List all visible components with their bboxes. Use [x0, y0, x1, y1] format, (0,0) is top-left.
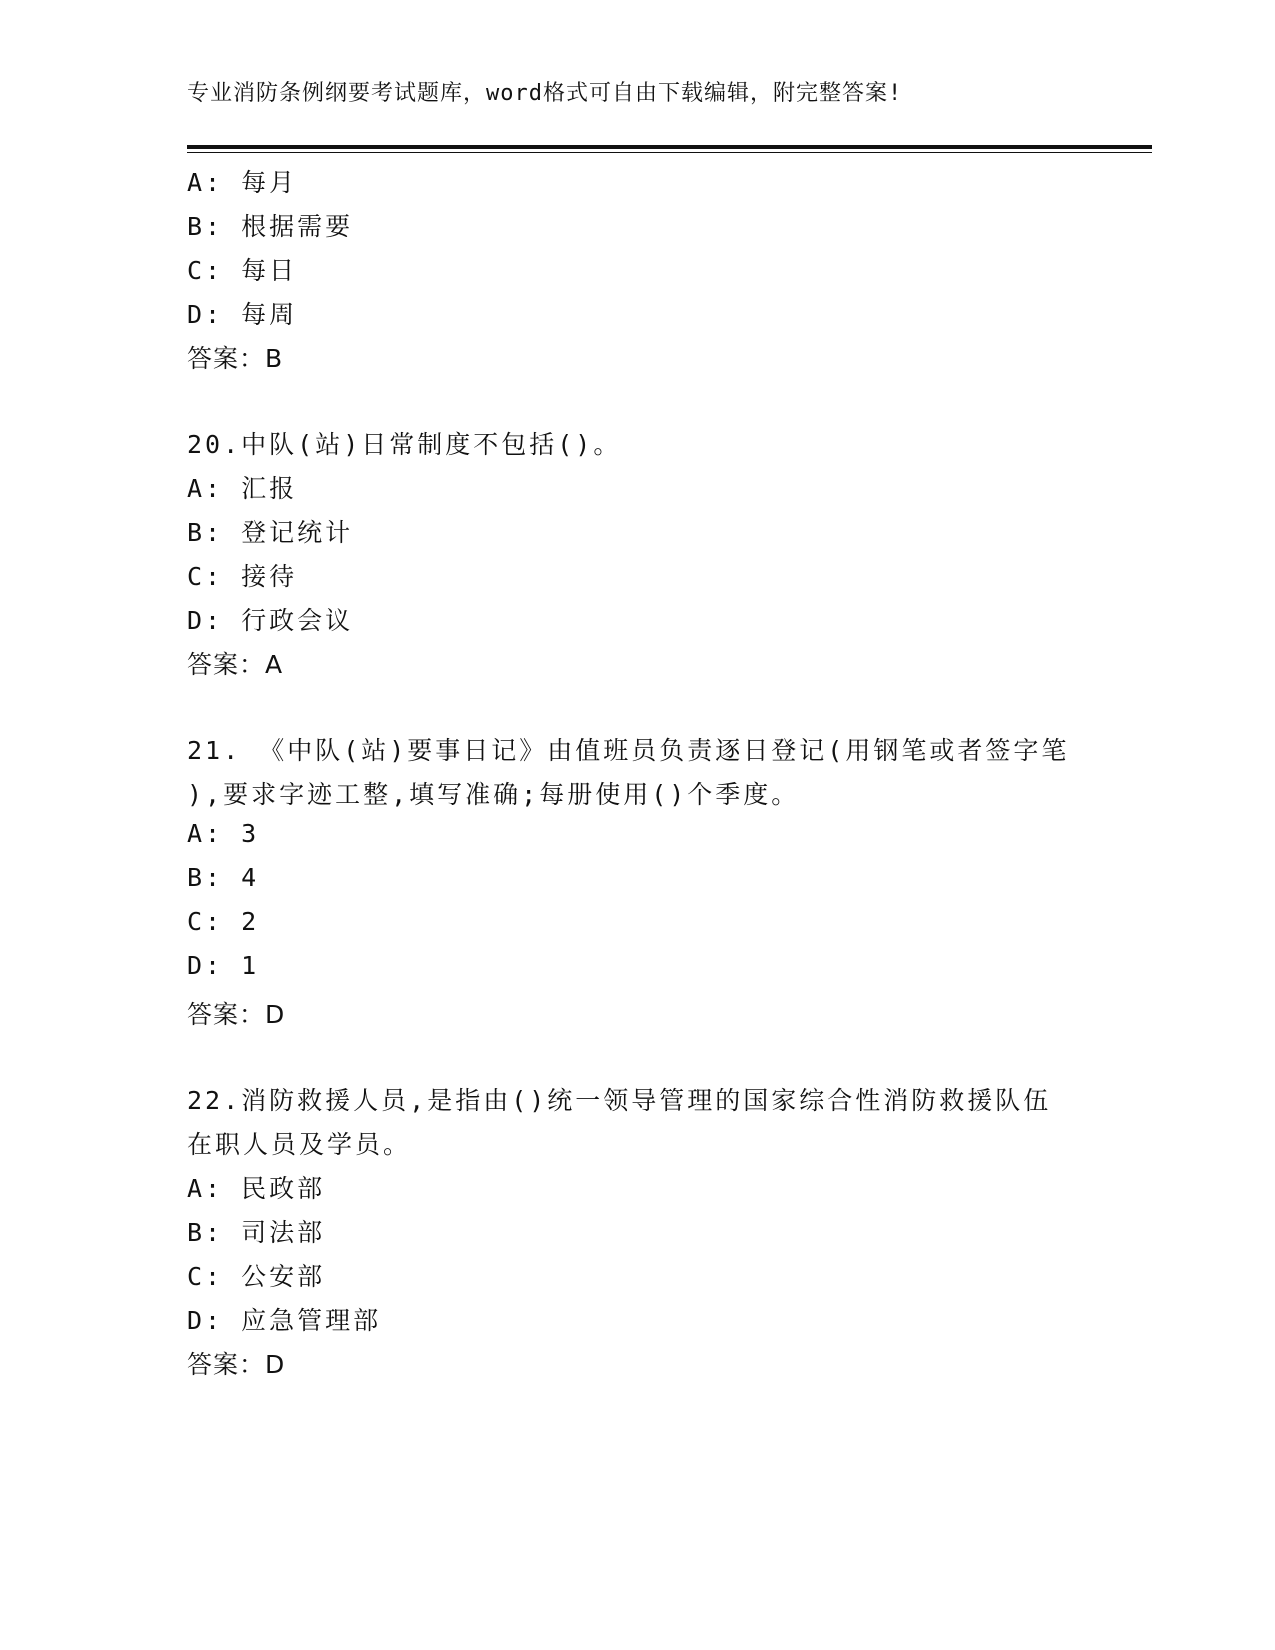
- option-d: D: 行政会议: [187, 606, 354, 635]
- question-stem: 20.中队(站)日常制度不包括()。: [187, 430, 622, 459]
- option-d: D: 应急管理部: [187, 1306, 382, 1335]
- option-c: C: 接待: [187, 562, 298, 591]
- question-stem: 22.消防救援人员,是指由()统一领导管理的国家综合性消防救援队伍: [187, 1086, 1052, 1115]
- answer-line: 答案：D: [187, 1350, 286, 1379]
- option-c: C: 公安部: [187, 1262, 326, 1291]
- option-b: B: 司法部: [187, 1218, 326, 1247]
- option-a: A: 汇报: [187, 474, 298, 503]
- option-b: B: 4: [187, 863, 260, 892]
- answer-line: 答案：B: [187, 344, 284, 373]
- header-rule-thick: [187, 145, 1152, 149]
- option-d: D: 每周: [187, 300, 298, 329]
- header-rule-thin: [187, 152, 1152, 153]
- answer-line: 答案：D: [187, 1000, 286, 1029]
- option-d: D: 1: [187, 951, 260, 980]
- question-stem-continued: 在职人员及学员。: [187, 1130, 412, 1159]
- option-c: C: 每日: [187, 256, 298, 285]
- option-b: B: 根据需要: [187, 212, 354, 241]
- option-a: A: 3: [187, 819, 260, 848]
- option-a: A: 每月: [187, 168, 298, 197]
- answer-line: 答案：A: [187, 650, 284, 679]
- page-header: 专业消防条例纲要考试题库，word格式可自由下载编辑，附完整答案!: [187, 81, 903, 106]
- question-stem-continued: ),要求字迹工整,填写准确;每册使用()个季度。: [187, 780, 800, 809]
- option-c: C: 2: [187, 907, 260, 936]
- option-b: B: 登记统计: [187, 518, 354, 547]
- option-a: A: 民政部: [187, 1174, 326, 1203]
- question-stem: 21. 《中队(站)要事日记》由值班员负责逐日登记(用钢笔或者签字笔: [187, 736, 1070, 765]
